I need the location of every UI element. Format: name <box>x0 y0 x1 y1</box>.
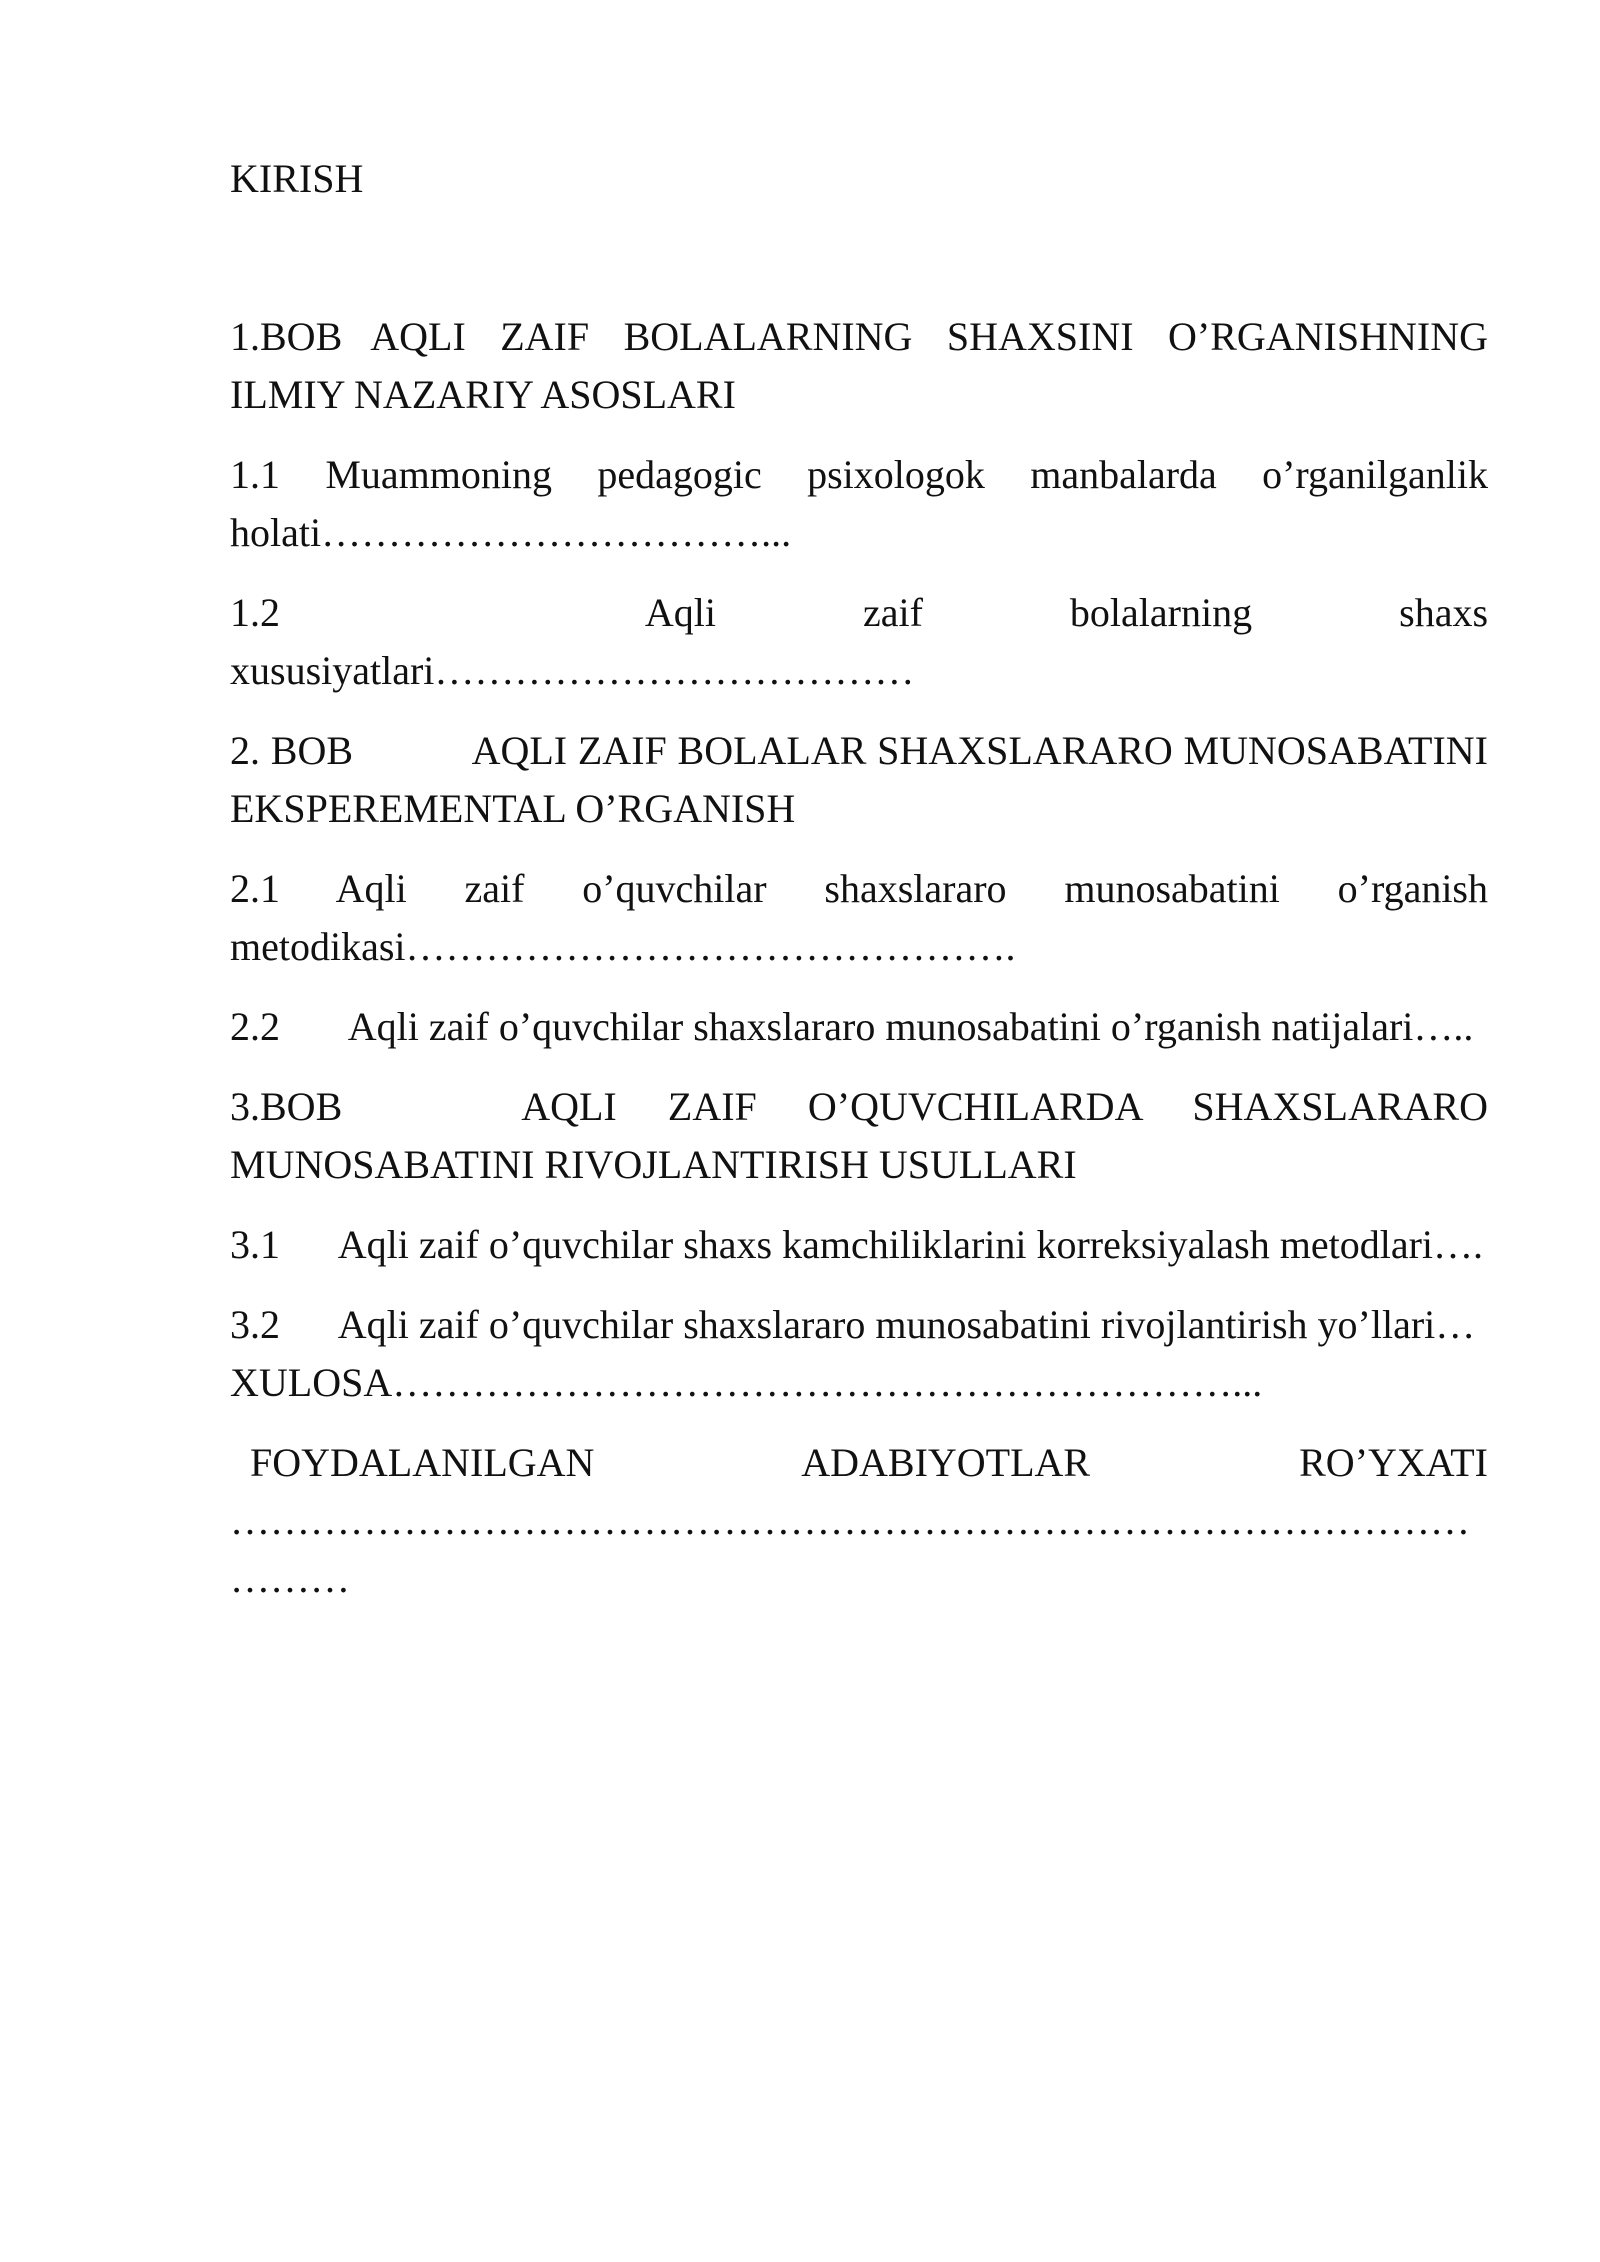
toc-references-dots: ……… <box>230 1556 350 1601</box>
toc-entry-number: 3.2 <box>230 1302 280 1347</box>
toc-entry-title: Aqli zaif o’quvchilar shaxslararo munosabatini rivojlantirish yo’llari… <box>337 1302 1476 1347</box>
toc-entry-title: Aqli zaif o’quvchilar shaxslararo munosabatini o’rganish metodikasi………………………………………. <box>230 866 1488 969</box>
toc-entry-number: 1.2 <box>230 590 280 635</box>
toc-entry-chapter-3 <box>230 1078 1488 1194</box>
toc-entry-title: AQLI ZAIF BOLALAR SHAXSLARARO MUNOSABATINI EKSPEREMENTAL O’RGANISH <box>230 728 1488 831</box>
toc-entry-number: 3.BOB <box>230 1084 343 1129</box>
toc-entry-title: AQLI ZAIF BOLALARNING SHAXSINI O’RGANISHNING ILMIY NAZARIY ASOSLARI <box>230 314 1488 417</box>
toc-conclusion <box>230 1354 1488 1412</box>
toc-references-word: RO’YXATI <box>1299 1440 1488 1485</box>
toc-intro-label: KIRISH <box>230 156 364 201</box>
toc-entry-title: Aqli zaif bolalarning shaxs xususiyatlari……………………………… <box>230 590 1489 693</box>
toc-references <box>230 1434 1488 1492</box>
toc-entry-3-1 <box>230 1216 1488 1274</box>
toc-entry-chapter-2 <box>230 722 1488 838</box>
toc-references-dots: ………………………………………………………………………………… <box>230 1498 1470 1543</box>
toc-entry-2-2 <box>230 998 1488 1056</box>
toc-entry-number: 2.2 <box>230 1004 280 1049</box>
toc-entry-title: Aqli zaif o’quvchilar shaxs kamchiliklarini korreksiyalash metodlari…. <box>337 1222 1484 1267</box>
toc-conclusion-label: XULOSA………………………………………………………... <box>230 1360 1263 1405</box>
toc-entry-number: 3.1 <box>230 1222 280 1267</box>
table-of-contents <box>230 150 1488 1608</box>
toc-references-leader-end <box>230 1550 1488 1608</box>
toc-references-word: FOYDALANILGAN <box>250 1440 595 1485</box>
toc-entry-title: AQLI ZAIF O’QUVCHILARDA SHAXSLARARO MUNOSABATINI RIVOJLANTIRISH USULLARI <box>230 1084 1488 1187</box>
toc-entry-chapter-1 <box>230 308 1488 424</box>
toc-entry-1-2 <box>230 584 1488 700</box>
toc-entry-number: 1.1 <box>230 452 280 497</box>
toc-references-word: ADABIYOTLAR <box>801 1440 1091 1485</box>
toc-entry-2-1 <box>230 860 1488 976</box>
toc-entry-number: 1.BOB <box>230 314 343 359</box>
toc-entry-title: Muammoning pedagogic psixologok manbalarda o’rganilganlik holati……………………………... <box>230 452 1488 555</box>
toc-references-leader <box>230 1492 1488 1550</box>
toc-entry-number: 2. BOB <box>230 728 354 773</box>
toc-entry-1-1 <box>230 446 1488 562</box>
toc-entry-number: 2.1 <box>230 866 280 911</box>
toc-entry-3-2 <box>230 1296 1488 1354</box>
toc-entry-title: Aqli zaif o’quvchilar shaxslararo munosabatini o’rganish natijalari….. <box>347 1004 1474 1049</box>
toc-intro <box>230 150 1488 208</box>
